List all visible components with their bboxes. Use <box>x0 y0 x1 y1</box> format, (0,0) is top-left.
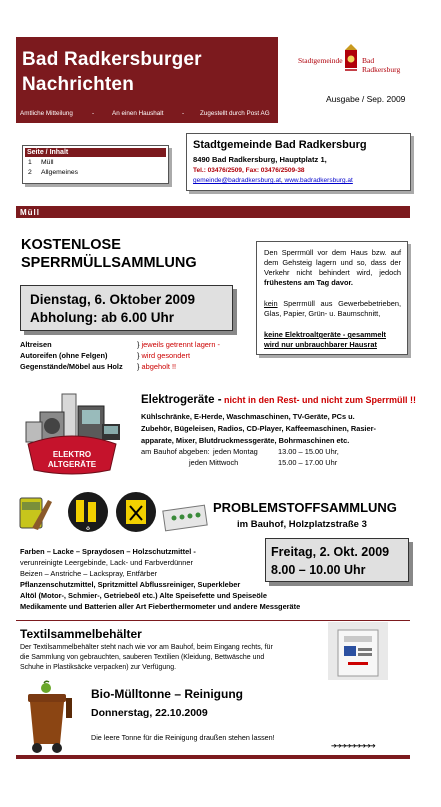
sperrmuell-row-1-label: Altreisen <box>20 340 52 349</box>
issue-label: Ausgabe / Sep. 2009 <box>326 94 406 104</box>
divider <box>16 620 410 621</box>
coat-of-arms-icon <box>344 44 358 74</box>
masthead-title <box>22 47 202 97</box>
paint-can-icon <box>20 498 52 530</box>
sperrmuell-title-2: SPERRMÜLLSAMMLUNG <box>21 255 197 271</box>
sperrmuell-date-box <box>20 285 233 331</box>
subline-sep-2: - <box>182 110 185 117</box>
sperrmuell-row-1-value: } jeweils getrennt lagern - <box>137 340 220 349</box>
elektro-line-2: Zubehör, Bügeleisen, Radios, CD-Player, Kaffeemaschinen, Rasier- <box>141 424 376 433</box>
municipal-logo <box>290 38 414 84</box>
problem-line-3: Beizen – Anstriche – Lackspray, Entfärber <box>20 569 158 578</box>
subline-official: Amtliche Mitteilung <box>20 110 73 117</box>
toc-item-1-number: 1 <box>28 159 32 166</box>
sperrmuell-info-box <box>256 241 408 355</box>
elektro-time-1: 13.00 – 15.00 Uhr, <box>278 447 339 456</box>
toc-item-2-label: Allgemeines <box>41 169 79 176</box>
problem-date-box <box>265 538 409 582</box>
problem-date: Freitag, 2. Okt. 2009 <box>271 545 390 559</box>
title-line-2: Nachrichten <box>22 74 135 95</box>
address-street: 8490 Bad Radkersburg, Hauptplatz 1, <box>193 155 327 164</box>
subline-household: An einen Haushalt <box>112 110 164 117</box>
email-link[interactable]: gemeinde@badradkersburg.at <box>193 177 281 184</box>
electronics-pile-icon <box>18 388 126 476</box>
battery-icon <box>68 492 108 532</box>
sperrmuell-row-2-value: } wird gesondert <box>137 351 191 360</box>
problem-time: 8.00 – 10.00 Uhr <box>271 563 366 577</box>
problem-line-1: Farben – Lacke – Spraydosen – Holzschutzmittel - <box>20 547 196 556</box>
toc-header: Seite / Inhalt <box>25 148 166 157</box>
address-box <box>186 133 411 191</box>
medicine-pack-icon <box>163 505 207 531</box>
title-line-1: Bad Radkersburger <box>22 49 202 70</box>
sperrmuell-row-3-label: Gegenstände/Möbel aus Holz <box>20 362 123 371</box>
badge-line-2: ALTGERÄTE <box>47 460 97 469</box>
elektro-bauhof-label: am Bauhof abgeben: <box>141 447 210 456</box>
elektro-time-2: 15.00 – 17.00 Uhr <box>278 458 338 467</box>
bio-note: Die leere Tonne für die Reinigung draußen stehen lassen! <box>91 733 275 742</box>
section-bar <box>16 206 410 218</box>
sperrmuell-pickup-time: Abholung: ab 6.00 Uhr <box>30 310 175 325</box>
info-paragraph-2: kein Sperrmüll aus Gewerbebetrieben, Glas, Papier, Grün- u. Baumschnitt, <box>264 299 401 318</box>
toc-item-2-number: 2 <box>28 169 32 176</box>
address-phone: Tel.: 03476/2509, Fax: 03476/2509-38 <box>193 167 305 174</box>
sperrmuell-title-1: KOSTENLOSE <box>21 237 121 253</box>
logo-text-right: Bad Radkersburg <box>362 56 401 74</box>
elektro-heading: Elektrogeräte - nicht in den Rest- und nicht zum Sperrmüll !! <box>141 394 417 406</box>
problem-line-6: Medikamente und Batterien aller Art Fieberthermometer und andere Messgeräte <box>20 602 301 611</box>
sperrmuell-row-2-label: Autoreifen (ohne Felgen) <box>20 351 108 360</box>
section-title: Müll <box>20 208 40 217</box>
problem-line-2: verunreinigte Leergebinde, Lack- und Farbverdünner <box>20 558 193 567</box>
textile-line-3: Schuhe in Plastiksäcke verpacken) zur Verfügung. <box>20 664 177 671</box>
sperrmuell-date: Dienstag, 6. Oktober 2009 <box>30 292 196 307</box>
svg-text:♻: ♻ <box>85 526 91 532</box>
elektro-line-3: apparate, Mixer, Blutdruckmessgeräte, Bohrmaschinen etc. <box>141 436 350 445</box>
website-link[interactable]: www.badradkersburg.at <box>284 177 353 184</box>
problem-line-4: Pflanzenschutzmittel, Spritzmittel Abflussreiniger, Superkleber <box>20 580 241 589</box>
hazardous-materials-icons <box>18 490 208 540</box>
subline-sep-1: - <box>92 110 95 117</box>
bottom-bar <box>16 755 410 759</box>
table-of-contents <box>22 145 169 184</box>
toxic-container-icon <box>116 492 156 532</box>
toc-item-1-label: Müll <box>41 159 54 166</box>
elektro-day-2: jeden Mittwoch <box>189 458 239 467</box>
bio-bin-icon <box>18 680 80 754</box>
continue-arrows: ➔➔➔➔➔➔➔➔➔ <box>331 743 375 750</box>
info-paragraph-3: keine Elektroaltgeräte - gesammelt wird nur unbrauchbarer Hausrat <box>264 330 386 349</box>
badge-line-1: ELEKTRO <box>52 450 92 459</box>
link-separator: , <box>280 177 285 184</box>
sperrmuell-row-3-value: } abgeholt !! <box>137 362 177 371</box>
textile-line-1: Der Textilsammelbehälter steht nach wie vor am Bauhof, beim Eingang rechts, für <box>20 644 273 651</box>
bio-date: Donnerstag, 22.10.2009 <box>91 707 208 719</box>
logo-text-left: Stadtgemeinde <box>298 56 343 65</box>
address-name: Stadtgemeinde Bad Radkersburg <box>193 139 367 151</box>
sperrmuell-heading <box>21 236 197 272</box>
address-links <box>193 177 353 184</box>
problem-location: im Bauhof, Holzplatzstraße 3 <box>237 519 367 530</box>
textile-heading: Textilsammelbehälter <box>20 627 142 641</box>
elektro-line-1: Kühlschränke, E-Herde, Waschmaschinen, TV-Geräte, PCs u. <box>141 412 355 421</box>
textile-container-icon <box>328 622 388 680</box>
subline-post: Zugestellt durch Post AG <box>200 110 270 117</box>
problem-heading: PROBLEMSTOFFSAMMLUNG <box>213 500 397 515</box>
bio-heading: Bio-Mülltonne – Reinigung <box>91 687 243 701</box>
problem-line-5: Altöl (Motor-, Schmier-, Getriebeöl etc.) Alte Speisefette und Speiseöle <box>20 591 267 600</box>
elektro-day-1: jeden Montag <box>213 447 258 456</box>
info-paragraph-1: Den Sperrmüll vor dem Haus bzw. auf dem Gehsteig lagern und so, dass der Verkehr nicht behindert wird, jedoch frühestens am Tag davor. <box>264 248 401 287</box>
textile-line-2: die Sammlung von gebrauchten, sauberen Textilien (Kleidung, Bettwäsche und <box>20 654 265 661</box>
